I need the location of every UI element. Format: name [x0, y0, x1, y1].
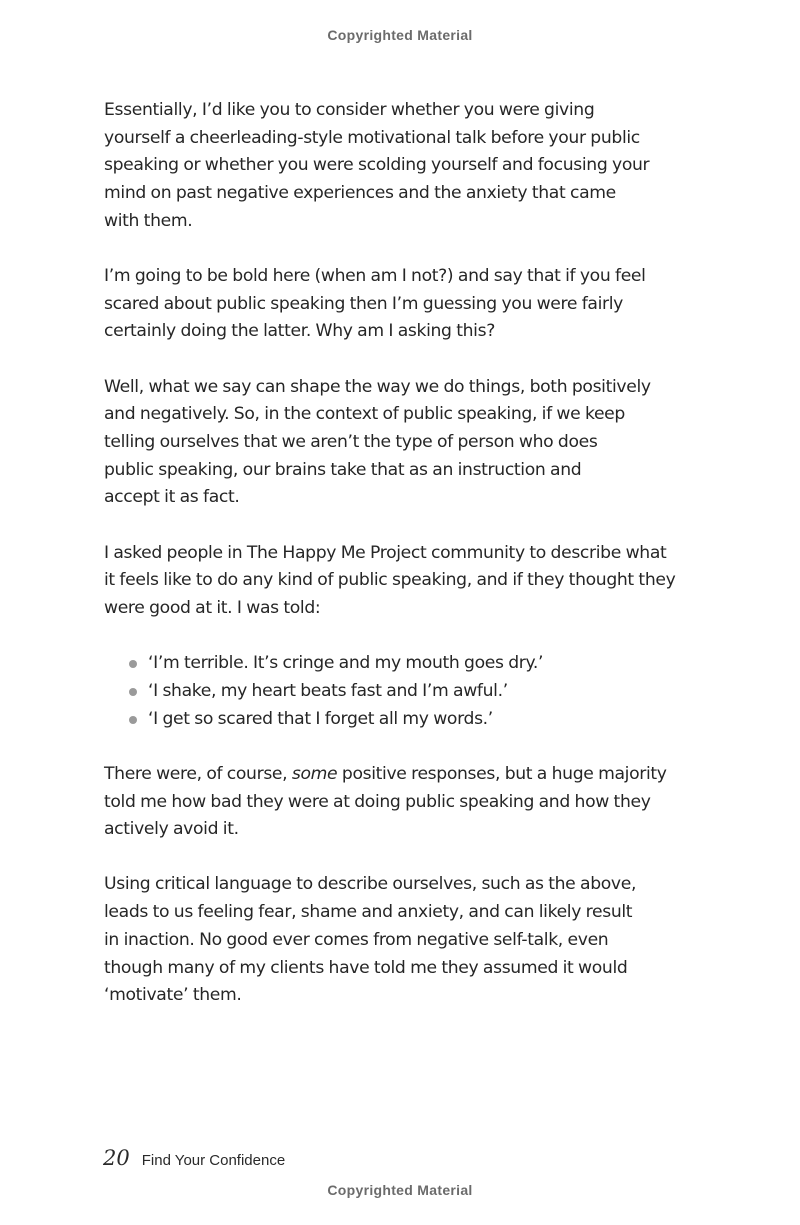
paragraph-3: Well, what we say can shape the way we do things, both positively and negatively. So, in the context of public speaking, if we keep telling ourselves that we aren’t the type of person who does public speaking, our brains take that as an instruction and accept it as fact.: [104, 376, 651, 508]
list-item-text: ‘I get so scared that I forget all my words.’: [148, 708, 493, 729]
copyright-watermark-bottom: Copyrighted Material: [327, 1182, 473, 1198]
running-title: Find Your Confidence: [141, 1152, 286, 1169]
bullet-dot-icon: [129, 716, 137, 724]
list-item-text: ‘I’m terrible. It’s cringe and my mouth goes dry.’: [148, 653, 544, 674]
paragraph-4: I asked people in The Happy Me Project community to describe what it feels like to do any kind of public speaking, and if they thought they were good at it. I was told:: [104, 542, 676, 619]
list-item: [128, 706, 704, 734]
emphasis-some: some: [291, 763, 338, 784]
paragraph-1: Essentially, I’d like you to consider whether you were giving yourself a cheerleading-style motivational talk before your public speaking or whether you were scolding yourself and focusing your mind on past negative experiences and the anxiety that came with them.: [104, 100, 650, 231]
paragraph-6: Using critical language to describe ourselves, such as the above, leads to us feeling fear, shame and anxiety, and can likely result in inaction. No good ever comes from negative self-talk, even though many of my clients have told me they assumed it would ‘motivate’ them.: [104, 874, 637, 1006]
page-footer: [103, 1146, 285, 1170]
copyright-watermark-top: Copyrighted Material: [327, 27, 473, 43]
list-item: [128, 650, 704, 678]
bullet-dot-icon: [129, 660, 137, 668]
page-number: 20: [103, 1146, 130, 1170]
quote-list: [104, 650, 704, 733]
paragraph-5: [104, 761, 704, 844]
list-item-text: ‘I shake, my heart beats fast and I’m awful.’: [148, 680, 508, 701]
paragraph-5-start: There were, of course,: [104, 763, 292, 784]
page-body: [104, 97, 704, 1037]
bullet-dot-icon: [129, 688, 137, 696]
paragraph-5-end: positive responses, but a huge majority told me how bad they were at doing public speaking and how they actively avoid it.: [104, 763, 667, 840]
list-item: [128, 678, 704, 706]
paragraph-2: I’m going to be bold here (when am I not?) and say that if you feel scared about public speaking then I’m guessing you were fairly certainly doing the latter. Why am I asking this?: [104, 266, 646, 342]
